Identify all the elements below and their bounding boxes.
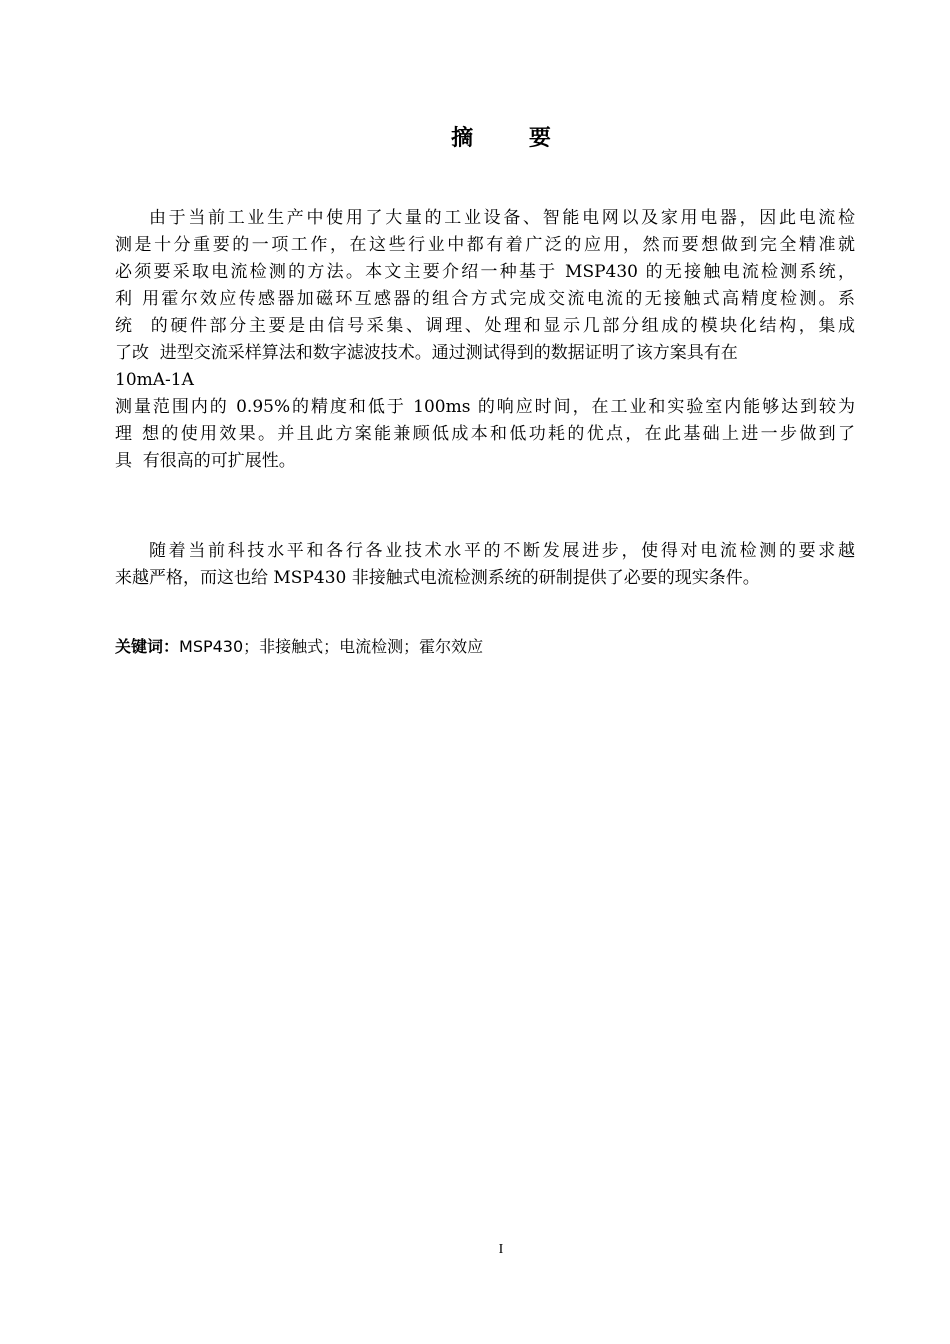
paragraph-line: 测是十分重要的一项工作，在这些行业中都有着广泛的应用，然而要想做到完全精准就 [115,235,855,255]
keywords-line [115,633,483,660]
abstract-title: 摘 要 [451,126,575,151]
paragraph-line: 必须要采取电流检测的方法。本文主要介绍一种基于 MSP430 的无接触电流检测系统， [115,262,855,282]
abstract-paragraph-2 [115,538,855,592]
paragraph-line: 理 想的使用效果。并且此方案能兼顾低成本和低功耗的优点，在此基础上进一步做到了 [115,424,855,444]
paragraph-line: 统 的硬件部分主要是由信号采集、调理、处理和显示几部分组成的模块化结构，集成 [115,316,855,336]
paragraph-line: 来越严格，而这也给 MSP430 非接触式电流检测系统的研制提供了必要的现实条件。 [115,568,760,588]
paragraph-line: 具 有很高的可扩展性。 [115,451,296,471]
keywords-value: MSP430；非接触式；电流检测；霍尔效应 [179,637,484,656]
paragraph-line: 测量范围内的 0.95%的精度和低于 100ms 的响应时间，在工业和实验室内能够达到较为 [115,397,855,417]
keywords-label: 关键词： [115,637,180,656]
abstract-paragraph-1 [115,205,855,475]
paragraph-line: 利 用霍尔效应传感器加磁环互感器的组合方式完成交流电流的无接触式高精度检测。系 [115,289,855,309]
paragraph-line: 了改 进型交流采样算法和数字滤波技术。通过测试得到的数据证明了该方案具有在 [115,343,738,363]
page-number: I [498,1242,504,1257]
paragraph-line: 随着当前科技水平和各行各业技术水平的不断发展进步，使得对电流检测的要求越 [149,541,855,561]
paragraph-line: 10mA-1A [115,370,194,390]
paragraph-line: 由于当前工业生产中使用了大量的工业设备、智能电网以及家用电器，因此电流检 [149,208,855,228]
